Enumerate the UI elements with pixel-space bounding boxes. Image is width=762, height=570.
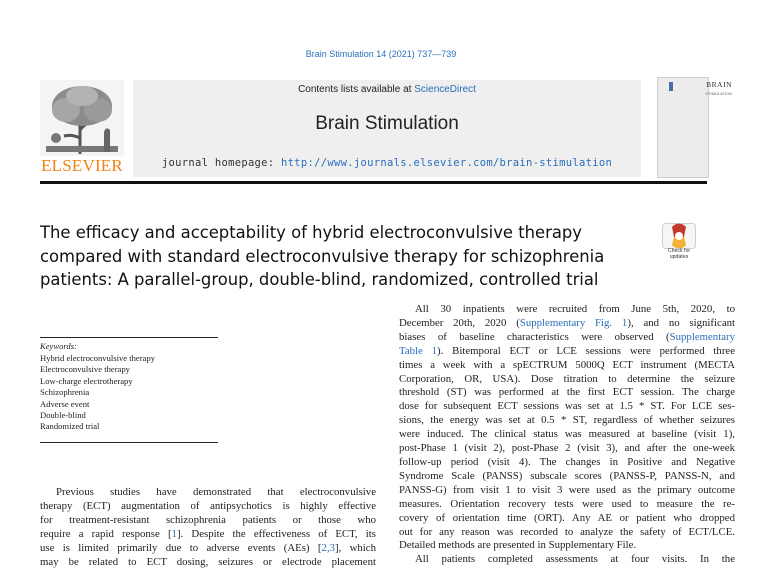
keywords-heading: Keywords: (40, 341, 77, 351)
cover-subtitle: STIMULATION (705, 91, 732, 96)
supplementary-table-link[interactable]: Supplementary (669, 330, 735, 343)
header-rule (40, 181, 707, 184)
text-line: out for any reason was recorded to analyze the safety of ECT/LCE. (399, 525, 735, 538)
keywords-bottom-rule (40, 442, 218, 443)
text-line (399, 331, 735, 345)
text-line: may be related to ECT dosing, seizures or electrode placement (40, 555, 376, 568)
text-line: for treatment-resistant schizophrenia patients or those who (40, 513, 376, 526)
supplementary-fig-link[interactable]: Supplementary Fig. 1 (519, 316, 628, 329)
body-paragraph-left (40, 486, 376, 569)
keywords-top-rule (40, 337, 218, 338)
text-span: ), and no significant (627, 316, 736, 329)
keywords-list (40, 353, 155, 433)
text-span: ). Bitemporal ECT or LCE sessions were performed three (437, 344, 735, 357)
text-line: follow-up period (visit 4). The changes in Positive and Negative (399, 455, 735, 468)
elsevier-wordmark: ELSEVIER (41, 156, 123, 175)
text-line: covery of orientation time (ORT). Any AE or patient who dropped (399, 511, 735, 524)
text-span: ], which (334, 541, 376, 554)
text-line: Syndrome Scale (PANSS) subscale scores (PANSS-P, PANSS-N, and (399, 469, 735, 482)
journal-citation: Brain Stimulation 14 (2021) 737—739 (305, 49, 457, 59)
contents-line (133, 84, 641, 95)
text-line: Corporation, OR, USA). Dose titration to determine the seizure (399, 372, 735, 385)
text-line: PANSS-G) from visit 1 to visit 3 were used as the primary outcome (399, 483, 735, 496)
text-line (40, 542, 376, 556)
text-line: Previous studies have demonstrated that electroconvulsive (56, 486, 376, 498)
text-line: measures. Orientation recovery tests were used to measure the re- (399, 497, 735, 510)
text-line (399, 345, 735, 359)
text-line: post-Phase 1 (visit 2), post-Phase 2 (visit 3), and after the one-week (399, 442, 735, 455)
badge-caption (660, 248, 698, 260)
cover-accent (669, 82, 673, 91)
journal-title: Brain Stimulation (315, 113, 459, 134)
text-line: threshold (ST) was performed at the first ECT session. The charge (399, 386, 735, 399)
keyword-item: Randomized trial (40, 421, 100, 432)
text-line: All patients completed assessments at four visits. In the (415, 553, 735, 566)
text-line: Detailed methods are presented in Supplementary File. (399, 539, 637, 552)
article-title (40, 221, 660, 292)
text-line: All 30 inpatients were recruited from June 5th, 2020, to (415, 303, 735, 315)
reference-link[interactable]: 2,3 (321, 541, 335, 554)
cover-title: BRAIN (706, 80, 732, 89)
contents-prefix: Contents lists available at (298, 84, 415, 95)
keyword-item: Adverse event (40, 398, 90, 409)
body-paragraph-right (399, 303, 735, 567)
text-line: were induced. The clinical status was measured at baseline (visit 1), (399, 428, 735, 441)
text-span: ]. Despite the effectiveness of ECT, its (176, 527, 376, 540)
text-span: December 20th, 2020 ( (399, 316, 520, 329)
text-span: use is limited primarily due to adverse events (AEs) [ (40, 541, 322, 554)
sciencedirect-link[interactable]: ScienceDirect (414, 84, 476, 95)
text-span: require a rapid response [ (40, 527, 172, 540)
text-line: sions, the energy was set at 0.5 * ST, regardless of whether seizures (399, 414, 735, 427)
text-span: biases of baseline characteristics were observed ( (399, 330, 670, 343)
text-line: therapy (ECT) augmentation of antipsychotics is highly effective (40, 499, 376, 512)
text-line: dose for subsequent ECT sessions was set at 1.5 * ST. For LCE ses- (399, 400, 735, 413)
supplementary-table-link[interactable]: Table 1 (399, 344, 438, 357)
title-line-1: The efficacy and acceptability of hybrid electroconvulsive therapy (40, 223, 582, 242)
text-line (399, 317, 735, 331)
journal-homepage (133, 157, 641, 169)
title-line-2: compared with standard electroconvulsive therapy for schizophrenia (40, 246, 605, 266)
title-line-3: patients: A parallel-group, double-blind, randomized, controlled trial (40, 270, 599, 289)
keyword-item: Electroconvulsive therapy (40, 364, 130, 375)
keyword-item: Schizophrenia (40, 387, 90, 398)
reference-link[interactable]: 1 (171, 527, 177, 540)
keyword-item: Low-charge electrotherapy (40, 375, 133, 386)
badge-line-1: Check for (667, 248, 691, 254)
keyword-item: Double-blind (40, 410, 86, 421)
text-line: times a week with a spECTRUM 5000Q ECT instrument (MECTA (399, 358, 735, 371)
homepage-prefix: journal homepage: (161, 157, 282, 169)
text-line (40, 528, 376, 542)
keyword-item: Hybrid electroconvulsive therapy (40, 353, 156, 363)
badge-line-2: updates (669, 254, 689, 260)
homepage-link[interactable]: http://www.journals.elsevier.com/brain-stimulation (281, 157, 613, 169)
